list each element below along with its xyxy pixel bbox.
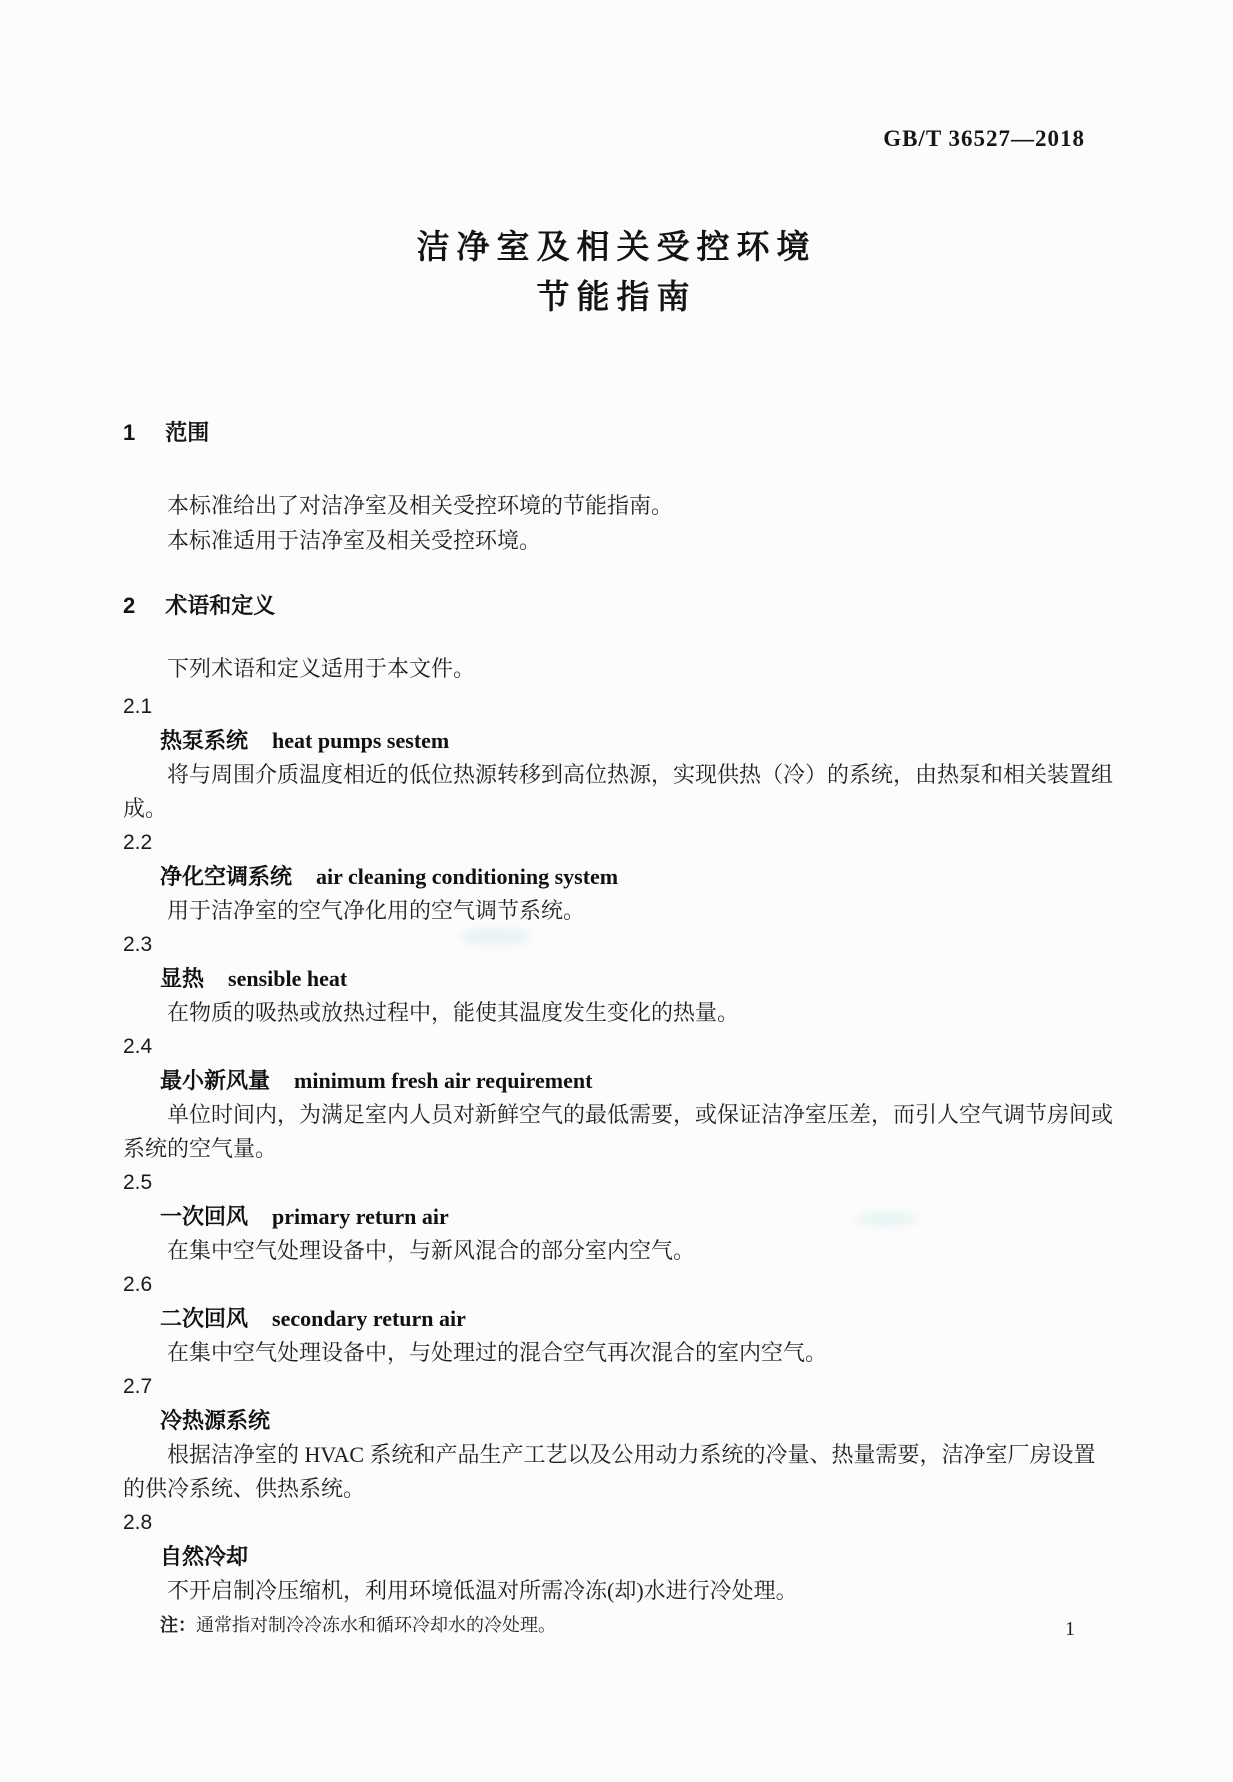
term-number: 2.3 (123, 933, 153, 956)
term-name-zh: 显热 (160, 966, 205, 991)
term-number: 2.4 (123, 1035, 153, 1058)
term-entry (123, 928, 1113, 1030)
standard-code: GB/T 36527—2018 (883, 126, 1085, 151)
term-name-en: air cleaning conditioning system (316, 864, 619, 889)
term-definition: 在集中空气处理设备中，与处理过的混合空气再次混合的室内空气。 (167, 1340, 828, 1365)
term-title (123, 1540, 1113, 1574)
term-name-zh: 净化空调系统 (160, 864, 293, 889)
term-entry (123, 1268, 1113, 1370)
term-definition: 在集中空气处理设备中，与新风混合的部分室内空气。 (167, 1238, 696, 1263)
document-body (123, 415, 1113, 1642)
term-title (123, 1302, 1113, 1336)
term-title (123, 1200, 1113, 1234)
term-title (123, 962, 1113, 996)
document-title-line2: 节能指南 (536, 278, 697, 315)
note-label: 注： (160, 1615, 196, 1635)
document-title-line1: 洁净室及相关受控环境 (416, 228, 817, 265)
scope-paragraph: 本标准给出了对洁净室及相关受控环境的节能指南。 (167, 493, 674, 518)
note-text: 通常指对制冷冷冻水和循环冷却水的冷处理。 (196, 1615, 556, 1635)
term-title (123, 1064, 1113, 1098)
term-definition: 单位时间内，为满足室内人员对新鲜空气的最低需要，或保证洁净室压差，而引人空气调节房间或系统的空气量。 (123, 1102, 1114, 1161)
terms-list (123, 690, 1113, 1642)
section-heading-terms (123, 588, 1113, 623)
page-number: 1 (1065, 1618, 1075, 1640)
term-name-zh: 冷热源系统 (160, 1408, 271, 1433)
term-definition: 用于洁净室的空气净化用的空气调节系统。 (167, 898, 586, 923)
term-number: 2.7 (123, 1375, 153, 1398)
term-name-zh: 最小新风量 (160, 1068, 271, 1093)
term-number: 2.6 (123, 1273, 153, 1296)
term-entry (123, 690, 1113, 826)
term-number: 2.8 (123, 1511, 153, 1534)
terms-intro: 下列术语和定义适用于本文件。 (167, 656, 476, 681)
term-name-zh: 一次回风 (160, 1204, 249, 1229)
section-title: 范围 (165, 420, 210, 445)
term-name-en: primary return air (272, 1204, 449, 1229)
term-definition: 根据洁净室的 HVAC 系统和产品生产工艺以及公用动力系统的冷量、热量需要，洁净室厂房设置的供冷系统、供热系统。 (123, 1442, 1096, 1501)
term-number: 2.1 (123, 695, 153, 718)
term-entry (123, 1370, 1113, 1506)
term-name-en: minimum fresh air requirement (294, 1068, 593, 1093)
term-number: 2.5 (123, 1171, 153, 1194)
term-name-zh: 热泵系统 (160, 728, 249, 753)
section-number: 1 (123, 420, 136, 445)
term-name-en: secondary return air (272, 1306, 466, 1331)
term-title (123, 724, 1113, 758)
term-definition: 将与周围介质温度相近的低位热源转移到高位热源，实现供热（冷）的系统，由热泵和相关装置组成。 (123, 762, 1114, 821)
term-title (123, 1404, 1113, 1438)
section-number: 2 (123, 593, 136, 618)
term-name-zh: 二次回风 (160, 1306, 249, 1331)
document-title (0, 222, 1233, 322)
term-entry (123, 1030, 1113, 1166)
section-heading-scope (123, 415, 1113, 450)
section-title: 术语和定义 (165, 593, 276, 618)
term-note (123, 1608, 1113, 1642)
term-entry (123, 826, 1113, 928)
term-name-en: heat pumps sestem (272, 728, 450, 753)
term-entry (123, 1166, 1113, 1268)
term-definition: 在物质的吸热或放热过程中，能使其温度发生变化的热量。 (167, 1000, 740, 1025)
term-name-zh: 自然冷却 (160, 1544, 249, 1569)
term-name-en: sensible heat (228, 966, 348, 991)
scope-paragraph: 本标准适用于洁净室及相关受控环境。 (167, 528, 542, 553)
term-title (123, 860, 1113, 894)
term-definition: 不开启制冷压缩机，利用环境低温对所需冷冻(却)水进行冷处理。 (167, 1578, 798, 1603)
term-entry (123, 1506, 1113, 1642)
term-number: 2.2 (123, 831, 153, 854)
